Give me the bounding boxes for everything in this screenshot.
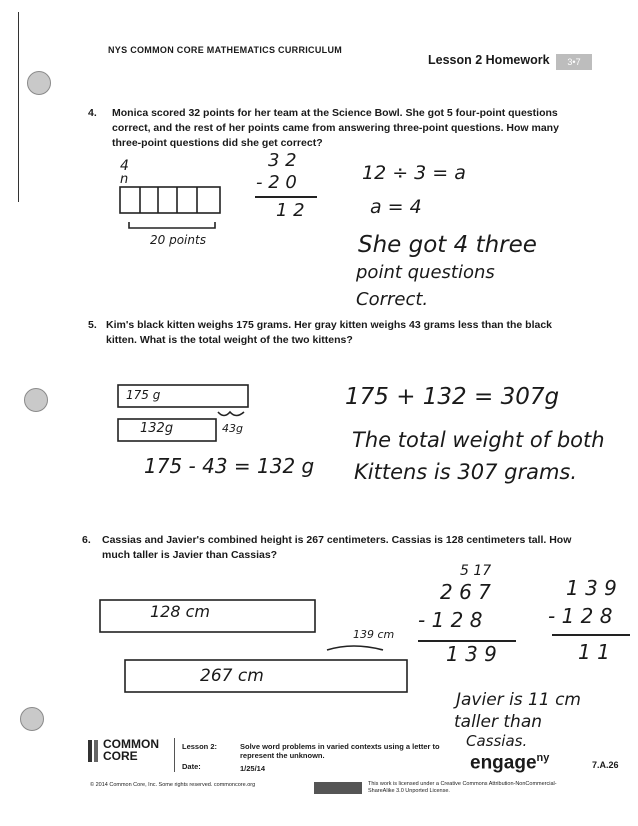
- q4-equation-1: 12 ÷ 3 = a: [362, 162, 466, 184]
- punch-hole-top: [27, 71, 51, 95]
- q4-tape-label-n: n: [120, 172, 129, 187]
- curriculum-title: NYS COMMON CORE MATHEMATICS CURRICULUM: [108, 45, 343, 55]
- q4-brace-label: 20 points: [150, 233, 206, 247]
- footer-divider: [174, 738, 175, 772]
- footer-lesson-desc: Solve word problems in varied contexts using a letter to represent the unknown.: [240, 742, 440, 760]
- q6-answer-line-2: taller than: [454, 712, 543, 732]
- q6-gap-label: 139 cm: [353, 628, 395, 641]
- q6-answer-line-3: Cassias.: [466, 732, 528, 750]
- q5-number: 5.: [88, 319, 97, 331]
- q6-sub2-bottom: - 1 2 8: [548, 604, 613, 628]
- q4-answer-line-3: Correct.: [356, 289, 429, 310]
- q6-regroup: 5 17: [460, 563, 492, 579]
- q6-sub1-result: 1 3 9: [446, 642, 497, 666]
- q4-answer-line-1: She got 4 three: [358, 232, 537, 258]
- q4-answer-line-2: point questions: [356, 262, 495, 283]
- footer-copyright: © 2014 Common Core, Inc. Some rights reserved. commoncore.org: [90, 782, 256, 788]
- q5-text: Kim's black kitten weighs 175 grams. Her gray kitten weighs 43 grams less than the black kitten. What is the total weight of the two kittens?: [106, 319, 553, 346]
- q6-sub1-top: 2 6 7: [440, 580, 491, 604]
- q5-subtraction-eq: 175 - 43 = 132 g: [144, 454, 315, 478]
- q5-tape2-label: 132g: [140, 421, 174, 436]
- common-core-logo-line1: COMMON: [103, 737, 159, 751]
- q5-addition-eq: 175 + 132 = 307g: [345, 384, 560, 410]
- q6-answer-line-1: Javier is 11 cm: [456, 690, 581, 710]
- engage-ny-brand: engage: [470, 752, 537, 774]
- q4-sub-result: 1 2: [276, 200, 305, 221]
- q4-tape-label-4: 4: [120, 158, 129, 174]
- q6-sub2-top: 1 3 9: [566, 576, 617, 600]
- lesson-title: Lesson 2 Homework: [428, 53, 550, 67]
- q5-tape1-label: 175 g: [126, 388, 161, 402]
- punch-hole-bottom: [20, 707, 44, 731]
- engage-ny-logo: [470, 752, 549, 774]
- footer-lesson-label: Lesson 2:: [182, 742, 218, 751]
- q5-diff-label: 43g: [222, 422, 243, 435]
- q4-sub-line: [255, 196, 317, 198]
- q6-sub2-line: [552, 634, 630, 636]
- q6-tape2-label: 267 cm: [200, 666, 264, 686]
- page-number: 7.A.26: [592, 760, 619, 770]
- q4-number: 4.: [88, 107, 97, 119]
- footer-license: This work is licensed under a Creative Commons Attribution-NonCommercial-ShareAlike 3.0 Unported License.: [368, 781, 557, 794]
- q5-answer-line-1: The total weight of both: [352, 428, 605, 452]
- q4-sub-top: 3 2: [268, 150, 297, 171]
- creative-commons-badge-icon: [314, 782, 362, 794]
- module-badge: 3•7: [556, 54, 592, 70]
- q4-text: Monica scored 32 points for her team at the Science Bowl. She got 5 four-point questions correct, and the rest of her points came from answering three-point questions. How many three-point questions did she get correct?: [112, 107, 559, 149]
- common-core-logo-line2: CORE: [103, 749, 138, 763]
- q6-sub2-result: 1 1: [578, 640, 610, 664]
- common-core-logo-bar: [88, 740, 92, 762]
- footer-date: 1/25/14: [240, 764, 266, 773]
- q6-tape1-label: 128 cm: [150, 602, 211, 621]
- q6-sub1-bottom: - 1 2 8: [418, 608, 483, 632]
- margin-line: [18, 12, 19, 202]
- q6-number: 6.: [82, 534, 91, 546]
- q6-text: Cassias and Javier's combined height is 267 centimeters. Cassias is 128 centimeters tall. How much taller is Javier than Cassias?: [102, 534, 572, 561]
- engage-ny-sup: ny: [536, 752, 550, 764]
- punch-hole-middle: [24, 388, 48, 412]
- q5-answer-line-2: Kittens is 307 grams.: [354, 460, 578, 484]
- q4-sub-bottom: - 2 0: [256, 172, 297, 193]
- footer-date-label: Date:: [182, 762, 201, 771]
- common-core-logo-bar-2: [94, 740, 98, 762]
- q4-equation-2: a = 4: [370, 196, 422, 218]
